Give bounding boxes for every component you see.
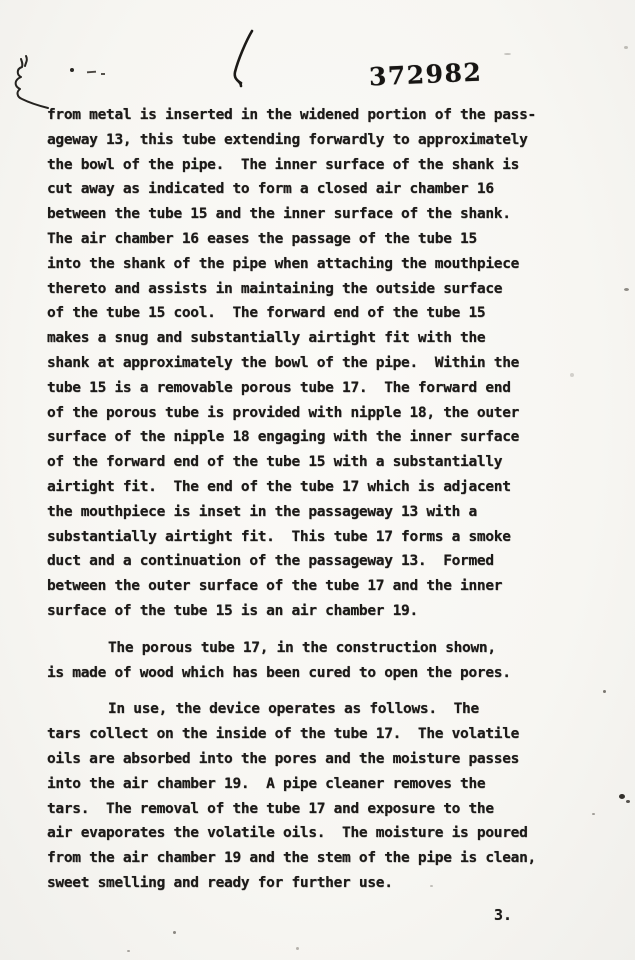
text-line: shank at approximately the bowl of the pipe. Within the xyxy=(47,354,520,371)
text-line: from the air chamber 19 and the stem of the pipe is clean, xyxy=(47,850,536,867)
scan-speck xyxy=(619,794,625,799)
text-line: of the porous tube is provided with nipple 18, the outer xyxy=(47,404,520,421)
text-line: the mouthpiece is inset in the passageway 13 with a xyxy=(47,503,477,520)
text-line: The air chamber 16 eases the passage of the tube 15 xyxy=(47,230,477,247)
text-line: tars collect on the inside of the tube 17. The volatile xyxy=(47,726,520,743)
stamp-serial-number: 372982 xyxy=(368,57,483,92)
text-line: air evaporates the volatile oils. The moisture is poured xyxy=(47,825,528,842)
text-line: substantially airtight fit. This tube 17 forms a smoke xyxy=(47,528,511,545)
text-line: between the outer surface of the tube 17 and the inner xyxy=(47,578,503,595)
scan-speck xyxy=(626,800,630,803)
text-line: tars. The removal of the tube 17 and exposure to the xyxy=(47,800,494,817)
scan-speck xyxy=(173,931,176,934)
paragraph xyxy=(47,103,582,624)
scan-speck xyxy=(603,690,606,693)
scan-speck xyxy=(624,288,629,291)
scan-speck xyxy=(430,885,433,887)
scan-speck xyxy=(570,373,574,377)
text-line: ageway 13, this tube extending forwardly to approximately xyxy=(47,131,528,148)
text-line: makes a snug and substantially airtight fit with the xyxy=(47,330,486,347)
text-line: between the tube 15 and the inner surface of the shank. xyxy=(47,206,511,223)
text-line: into the shank of the pipe when attaching the mouthpiece xyxy=(47,255,520,272)
scan-speck xyxy=(592,813,595,815)
text-line: surface of the tube 15 is an air chamber 19. xyxy=(47,602,418,619)
text-line: airtight fit. The end of the tube 17 which is adjacent xyxy=(47,478,511,495)
text-line: In use, the device operates as follows. The xyxy=(108,701,479,718)
text-line: surface of the nipple 18 engaging with the inner surface xyxy=(47,429,520,446)
text-line: of the tube 15 cool. The forward end of the tube 15 xyxy=(47,305,486,322)
paragraph xyxy=(47,636,582,686)
ink-dash-mark xyxy=(87,71,96,74)
text-line: sweet smelling and ready for further use. xyxy=(47,874,393,891)
ink-dash-mark xyxy=(101,73,105,75)
text-line: thereto and assists in maintaining the outside surface xyxy=(47,280,503,297)
text-line: duct and a continuation of the passageway 13. Formed xyxy=(47,553,494,570)
text-line: oils are absorbed into the pores and the moisture passes xyxy=(47,750,520,767)
document-body xyxy=(47,103,582,908)
text-line: from metal is inserted in the widened portion of the pass- xyxy=(47,107,536,123)
text-line: The porous tube 17, in the construction shown, xyxy=(108,639,496,656)
scan-speck xyxy=(504,53,511,55)
text-line: into the air chamber 19. A pipe cleaner removes the xyxy=(47,775,486,792)
text-line: of the forward end of the tube 15 with a substantially xyxy=(47,454,503,471)
handwritten-pen-stroke-mark xyxy=(224,26,264,94)
text-line: tube 15 is a removable porous tube 17. The forward end xyxy=(47,379,511,396)
text-line: the bowl of the pipe. The inner surface of the shank is xyxy=(47,156,520,173)
text-line: cut away as indicated to form a closed air chamber 16 xyxy=(47,181,494,198)
ink-dot-mark xyxy=(70,68,74,72)
scan-speck xyxy=(624,46,628,49)
text-line: is made of wood which has been cured to open the pores. xyxy=(47,664,511,681)
paragraph xyxy=(47,697,582,895)
scan-speck xyxy=(296,947,299,950)
scan-speck xyxy=(127,950,130,952)
page-number: 3. xyxy=(494,906,513,924)
